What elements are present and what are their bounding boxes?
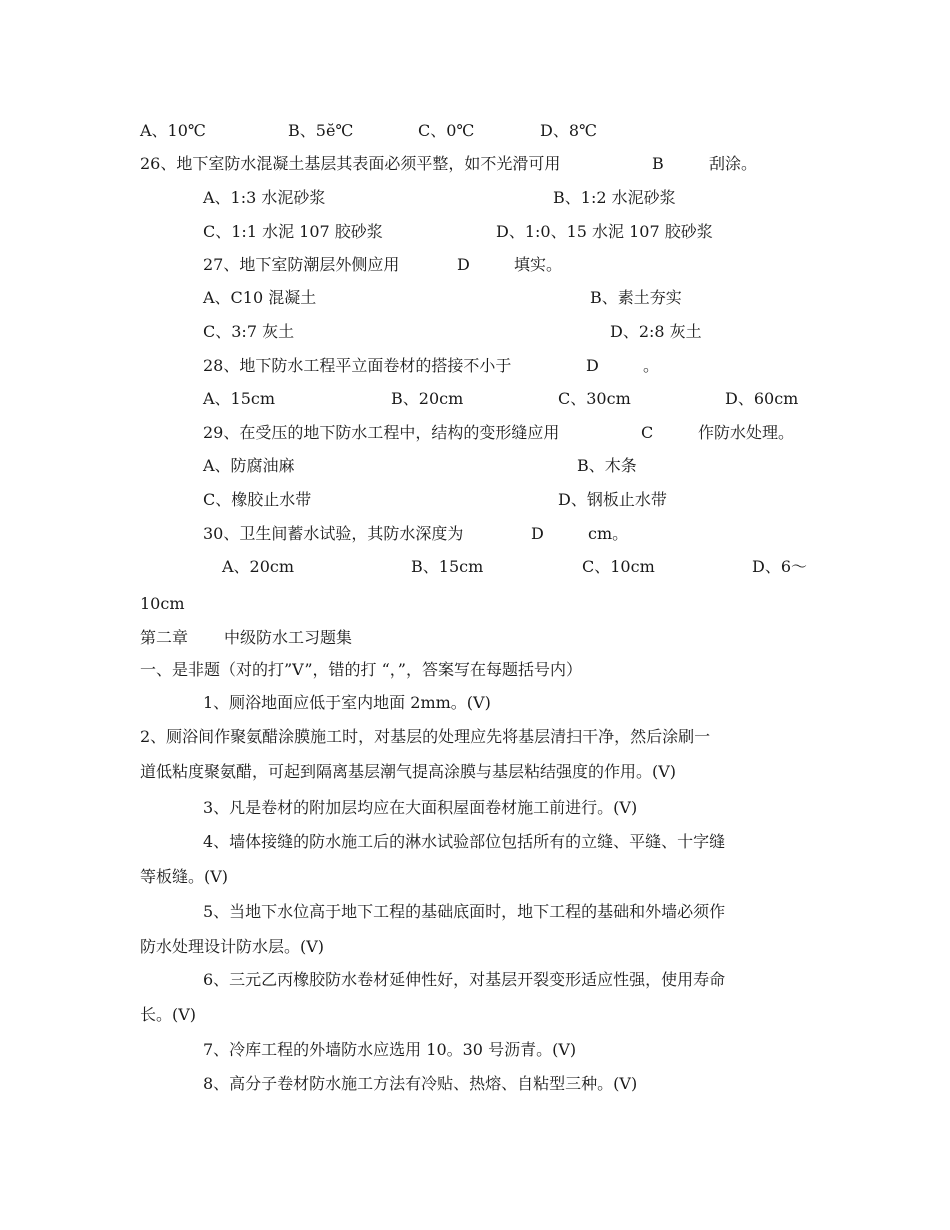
q30-option-b: B、15cm: [411, 557, 484, 576]
tf-item-5-line-1: 5、当地下水位高于地下工程的基础底面时，地下工程的基础和外墙必须作: [203, 902, 726, 921]
q28-option-a: A、15cm: [203, 389, 276, 408]
q30-option-a: A、20cm: [222, 557, 295, 576]
q30-option-d-wrap: 10cm: [140, 594, 185, 613]
chapter-name: 中级防水工习题集: [224, 628, 353, 647]
tf-item-5-line-2: 防水处理设计防水层。(V): [140, 937, 325, 956]
q29-option-d: D、钢板止水带: [558, 490, 667, 509]
q29-stem: 29、在受压的地下防水工程中，结构的变形缝应用: [203, 423, 560, 442]
tf-item-8: 8、高分子卷材防水施工方法有冷贴、热熔、自粘型三种。(V): [203, 1074, 638, 1093]
q25-option-b: B、5ĕ℃: [288, 121, 354, 140]
q28-option-c: C、30cm: [558, 389, 631, 408]
q29-option-c: C、橡胶止水带: [203, 490, 312, 509]
q27-answer: D: [457, 255, 470, 274]
tf-item-6-line-2: 长。(V): [140, 1005, 197, 1024]
q26-option-b: B、1:2 水泥砂浆: [553, 188, 676, 207]
q25-option-d: D、8℃: [540, 121, 597, 140]
q25-option-c: C、0℃: [418, 121, 475, 140]
q30-option-c: C、10cm: [582, 557, 655, 576]
q30-answer: D: [531, 524, 544, 543]
q26-tail: 刮涂。: [709, 154, 758, 173]
section-heading: 一、是非题（对的打”V”，错的打 “，”，答案写在每题括号内）: [140, 660, 582, 679]
q30-stem: 30、卫生间蓄水试验，其防水深度为: [203, 524, 464, 543]
q26-stem: 26、地下室防水混凝土基层其表面必须平整，如不光滑可用: [140, 154, 561, 173]
q26-option-d: D、1:0、15 水泥 107 胶砂浆: [496, 222, 713, 241]
q28-option-d: D、60cm: [725, 389, 799, 408]
q27-tail: 填实。: [514, 255, 563, 274]
q29-option-b: B、木条: [577, 456, 637, 475]
q29-answer: C: [641, 423, 654, 442]
tf-item-1: 1、厕浴地面应低于室内地面 2mm。(V): [203, 693, 491, 712]
tf-item-2-line-2: 道低粘度聚氨醋，可起到隔离基层潮气提高涂膜与基层粘结强度的作用。(V): [140, 762, 677, 781]
q27-option-a: A、C10 混凝土: [203, 288, 317, 307]
q27-option-c: C、3:7 灰土: [203, 322, 295, 341]
q29-tail: 作防水处理。: [698, 423, 795, 442]
q28-option-b: B、20cm: [391, 389, 464, 408]
q27-option-d: D、2:8 灰土: [610, 322, 702, 341]
q26-option-a: A、1:3 水泥砂浆: [203, 188, 326, 207]
tf-item-7: 7、冷库工程的外墙防水应选用 10。30 号沥青。(V): [203, 1040, 577, 1059]
q25-option-a: A、10℃: [140, 121, 206, 140]
q29-option-a: A、防腐油麻: [203, 456, 295, 475]
q27-stem: 27、地下室防潮层外侧应用: [203, 255, 400, 274]
q26-answer: B: [652, 154, 664, 173]
tf-item-4-line-2: 等板缝。(V): [140, 867, 229, 886]
tf-item-6-line-1: 6、三元乙丙橡胶防水卷材延伸性好，对基层开裂变形适应性强，使用寿命: [203, 970, 726, 989]
tf-item-4-line-1: 4、墙体接缝的防水施工后的淋水试验部位包括所有的立缝、平缝、十字缝: [203, 832, 726, 851]
q30-option-d: D、6～: [752, 557, 808, 576]
tf-item-2-line-1: 2、厕浴间作聚氨醋涂膜施工时，对基层的处理应先将基层清扫干净，然后涂刷一: [140, 727, 711, 746]
q28-tail: 。: [643, 356, 660, 375]
q26-option-c: C、1:1 水泥 107 胶砂浆: [203, 222, 383, 241]
chapter-title: 第二章: [140, 628, 189, 647]
q27-option-b: B、素土夯实: [590, 288, 682, 307]
q28-stem: 28、地下防水工程平立面卷材的搭接不小于: [203, 356, 512, 375]
q28-answer: D: [586, 356, 599, 375]
tf-item-3: 3、凡是卷材的附加层均应在大面积屋面卷材施工前进行。(V): [203, 798, 638, 817]
q30-tail: cm。: [588, 524, 629, 543]
